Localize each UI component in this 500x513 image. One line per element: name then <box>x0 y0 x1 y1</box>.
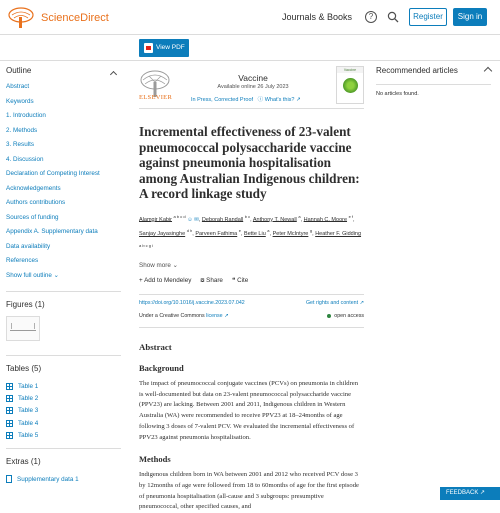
whats-this-link[interactable]: What's this? <box>264 97 295 103</box>
share-label: Share <box>206 276 223 284</box>
outline-item-results[interactable]: 3. Results <box>6 141 34 148</box>
supplementary-label: Supplementary data 1 <box>17 475 79 483</box>
outline-item-keywords[interactable]: Keywords <box>6 97 34 105</box>
table-label: Table 2 <box>18 395 39 403</box>
feedback-button[interactable] <box>440 487 500 500</box>
background-paragraph: The impact of pneumococcal conjugate vaccines (PCVs) on pneumonia in children is well-documented but data on 23-valent pneumococcal polysaccharide vaccine (PPV23) are lacking. Between 2001 and 2011, Indigenous children in Western Australia (WA) were recommended to receive PPV23 at 18–24months of age following 3 doses of 7-valent PCV. We evaluated the incremental effectiveness of PPV23 against pneumonia hospitalisation. <box>139 379 358 441</box>
methods-heading: Methods <box>139 454 171 465</box>
background-heading: Background <box>139 362 184 373</box>
table-label: Table 4 <box>18 419 39 427</box>
cover-title: Vaccine <box>337 67 363 73</box>
show-more-button[interactable] <box>139 262 364 269</box>
outline-title: Outline <box>6 66 32 75</box>
table-icon <box>6 407 13 414</box>
elsevier-tree-logo-icon[interactable] <box>6 7 36 29</box>
author-affiliation[interactable]: d h <box>186 228 193 234</box>
sign-in-button[interactable]: Sign in <box>453 8 487 26</box>
view-pdf-button[interactable] <box>139 39 189 57</box>
cover-virus-image <box>343 78 358 93</box>
article-toolbar <box>0 35 500 61</box>
article-title: Incremental effectiveness of 23-valent pneumococcal polysaccharide vaccine against pneumonia hospitalisation among Australian Indigenous children: A record linkage study <box>139 124 360 201</box>
quote-icon: ❝ <box>231 277 236 285</box>
rights-link[interactable] <box>306 300 364 306</box>
license-prefix: Under a Creative Commons <box>139 312 205 319</box>
recommended-articles-panel <box>376 66 491 97</box>
author-affiliation[interactable]: e <box>238 228 241 234</box>
figures-title: Figures (1) <box>6 300 45 309</box>
author-affiliation[interactable]: a <box>298 213 301 219</box>
author-name[interactable]: Hannah C. Moore <box>303 216 348 223</box>
outline-item-authors-contributions[interactable]: Authors contributions <box>6 199 66 206</box>
in-press-status <box>191 95 301 103</box>
brand-name[interactable]: ScienceDirect <box>41 12 109 24</box>
author-name[interactable]: Anthony T. Newall <box>252 216 297 223</box>
available-online: Available online 26 July 2023 <box>217 84 289 90</box>
journal-name[interactable]: Vaccine <box>238 73 268 83</box>
doi-row <box>139 294 364 306</box>
author-name[interactable]: Peter McIntyre <box>272 231 309 238</box>
table-label: Table 5 <box>18 432 39 440</box>
feedback-label: FEEDBACK <box>446 490 479 496</box>
info-icon: ⓘ <box>257 97 264 103</box>
cite-label: Cite <box>237 277 249 285</box>
methods-paragraph: Indigenous children born in WA between 2001 and 2012 who received PCV dose 3 by 12months of age were followed from 18 to 60months of age for the first episode of pneumonia hospitalisation (all-cause and 3 subgroups: presumptive pneumococcal, other specified causes, and <box>139 471 359 511</box>
outline-item-acknowledgements[interactable]: Acknowledgements <box>6 184 61 192</box>
chevron-down-icon: ⌄ <box>172 261 178 269</box>
person-icon[interactable]: ☺ <box>187 216 193 223</box>
in-press-label: In Press, Corrected Proof <box>191 97 254 103</box>
author-name[interactable]: Heather F. Gidding <box>315 231 362 238</box>
license-link[interactable]: license <box>206 312 223 319</box>
table-link-1[interactable] <box>6 380 121 392</box>
search-icon[interactable] <box>387 11 399 23</box>
tables-title: Tables (5) <box>6 364 42 373</box>
email-icon[interactable]: ✉ <box>194 216 199 223</box>
table-link-4[interactable] <box>6 417 121 429</box>
journal-cover-thumbnail[interactable] <box>336 66 364 104</box>
journals-books-link[interactable]: Journals & Books <box>282 12 353 22</box>
recommended-title: Recommended articles <box>376 66 458 75</box>
divider <box>139 108 364 109</box>
author-name[interactable]: Bette Liu <box>244 231 266 238</box>
share-icon: ⧇ <box>200 276 205 284</box>
external-link-icon: ↗ <box>224 312 229 319</box>
external-link-icon: ↗ <box>359 299 364 306</box>
table-icon <box>6 395 13 402</box>
top-header <box>0 0 500 35</box>
divider <box>6 291 121 292</box>
rights-label: Get rights and content <box>305 299 359 306</box>
table-label: Table 3 <box>18 407 39 415</box>
view-pdf-label: View PDF <box>156 44 185 51</box>
outline-item-discussion[interactable]: 4. Discussion <box>6 155 44 163</box>
show-full-outline-label: Show full outline <box>6 271 52 279</box>
divider <box>6 355 121 356</box>
author-affiliation[interactable]: a b c d <box>173 213 186 219</box>
figure-thumbnail[interactable] <box>6 316 40 341</box>
table-label: Table 1 <box>18 382 39 390</box>
author-affiliation[interactable]: g <box>309 228 313 234</box>
show-full-outline-link[interactable] <box>6 271 121 286</box>
pdf-icon <box>144 43 153 53</box>
open-access-label: open access <box>334 312 364 319</box>
license-text <box>139 313 229 319</box>
table-icon <box>6 383 13 390</box>
author-affiliation[interactable]: b c <box>244 213 251 219</box>
table-icon <box>6 420 13 427</box>
show-more-label: Show more <box>139 261 171 269</box>
external-link-icon: ↗ <box>296 97 301 103</box>
article-main <box>139 66 364 513</box>
help-icon[interactable]: ? <box>365 11 377 23</box>
journal-header <box>139 66 364 132</box>
open-access-badge <box>327 313 364 319</box>
share-button[interactable] <box>200 277 223 285</box>
table-link-5[interactable] <box>6 430 121 442</box>
open-access-icon <box>327 314 331 318</box>
author-name[interactable]: Sanjay Jayasinghe <box>139 231 186 238</box>
extras-title: Extras (1) <box>6 456 41 466</box>
mendeley-label: Add to Mendeley <box>144 277 192 285</box>
author-name[interactable]: Deborah Randall <box>201 216 244 223</box>
outline-item-references[interactable]: References <box>6 257 39 264</box>
author-list: Alamgir Kabir $^{a b c d}$ ☺ ✉, Deborah Randall $^{b c}$, Anthony T. Newall $^a$, Hannah C. Moore $^{e f}$, Sanjay Jayasinghe $^{d h}$, Parveen Fathima $^e$, Bette Liu $^a$, Peter McIntyre $^g$, Heather F. Gidding $^{a b c g i}$ <box>139 213 362 249</box>
outline-item-appendix[interactable]: Appendix A. Supplementary data <box>6 228 98 235</box>
outline-item-funding[interactable]: Sources of funding <box>6 213 59 221</box>
outline-sidebar <box>6 66 121 485</box>
table-link-3[interactable] <box>6 405 121 417</box>
no-articles-message: No articles found. <box>376 84 491 97</box>
doi-link[interactable]: https://doi.org/10.1016/j.vaccine.2023.07.042 <box>139 299 245 306</box>
author-affiliation[interactable]: a <box>267 228 270 234</box>
add-to-mendeley-button[interactable] <box>139 277 191 284</box>
article-actions <box>139 277 364 285</box>
divider <box>6 448 121 449</box>
feedback-arrow-icon: ↗ <box>480 490 486 496</box>
plus-icon: + <box>139 277 143 285</box>
outline-item-data-availability[interactable]: Data availability <box>6 242 51 250</box>
author-name[interactable]: Alamgir Kabir <box>139 216 173 223</box>
outline-item-introduction[interactable]: 1. Introduction <box>6 112 46 119</box>
publisher-name: ELSEVIER <box>139 94 173 101</box>
table-icon <box>6 432 13 439</box>
abstract-heading: Abstract <box>139 341 172 352</box>
license-row <box>139 313 364 328</box>
author-affiliation[interactable]: e f <box>348 213 354 219</box>
author-affiliation[interactable]: a b c g i <box>139 243 154 249</box>
outline-item-abstract[interactable]: Abstract <box>6 83 30 90</box>
table-link-2[interactable] <box>6 392 121 404</box>
cite-button[interactable] <box>232 277 248 284</box>
chevron-down-icon: ⌄ <box>53 271 59 279</box>
supplementary-data-link[interactable] <box>6 473 121 485</box>
document-icon <box>6 475 12 483</box>
outline-item-methods[interactable]: 2. Methods <box>6 126 38 134</box>
outline-item-competing-interest[interactable]: Declaration of Competing Interest <box>6 170 100 177</box>
author-name[interactable]: Parveen Fathima <box>195 231 238 238</box>
register-button[interactable]: Register <box>409 8 447 26</box>
